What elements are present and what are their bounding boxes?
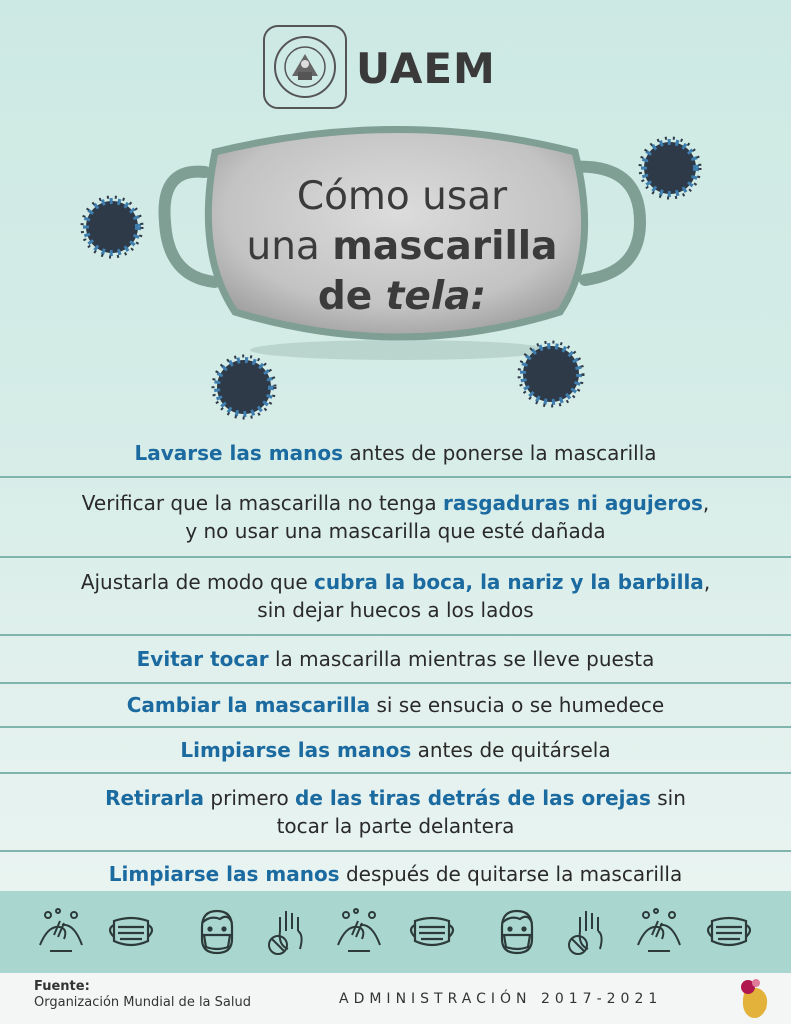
- header: [0, 14, 791, 114]
- instruction-item: [0, 478, 791, 558]
- instruction-highlight: Cambiar la mascarilla: [126, 693, 371, 717]
- instruction-text: ,: [703, 570, 711, 594]
- instruction-item: [0, 728, 791, 774]
- poster-title: [212, 172, 592, 322]
- hand-washing-icon: [34, 905, 88, 959]
- instruction-line: [30, 647, 761, 671]
- instruction-highlight: de las tiras detrás de las orejas: [295, 786, 651, 810]
- hand-washing-icon: [632, 905, 686, 959]
- footer: [0, 973, 791, 1024]
- virus-icon: [640, 138, 700, 198]
- administration-logo-icon: [730, 975, 778, 1023]
- brand-name: UAEM: [356, 44, 496, 93]
- mask-icon: [702, 905, 756, 959]
- instruction-highlight: rasgaduras ni agujeros: [442, 491, 703, 515]
- title-line-3: de tela:: [317, 274, 487, 319]
- instruction-highlight: Evitar tocar: [136, 647, 269, 671]
- instruction-line: sin dejar huecos a los lados: [257, 598, 534, 622]
- instruction-highlight: Lavarse las manos: [134, 441, 343, 465]
- instruction-highlight: Limpiarse las manos: [108, 862, 340, 886]
- no-touch-hand-icon: [564, 905, 618, 959]
- hand-washing-icon: [332, 905, 386, 959]
- instruction-line: [30, 693, 761, 717]
- instruction-item: [0, 684, 791, 728]
- instruction-line: [30, 441, 761, 465]
- instructions-list: [0, 430, 791, 896]
- source-label: Fuente:: [34, 979, 90, 994]
- instruction-line: [30, 570, 761, 594]
- instruction-item: [0, 558, 791, 636]
- instruction-item: [0, 430, 791, 478]
- instruction-line: tocar la parte delantera: [276, 814, 515, 838]
- virus-icon: [82, 197, 142, 257]
- title-line-2: una mascarilla: [246, 224, 558, 269]
- instruction-line: [30, 491, 761, 515]
- instruction-text: primero: [204, 786, 296, 810]
- source-value: Organización Mundial de la Salud: [34, 995, 251, 1010]
- no-touch-hand-icon: [264, 905, 318, 959]
- instruction-line: [30, 862, 761, 886]
- icon-bar: [0, 891, 791, 973]
- instruction-highlight: Limpiarse las manos: [180, 738, 412, 762]
- masked-face-icon: [490, 905, 544, 959]
- instruction-text: Ajustarla de modo que: [80, 570, 315, 594]
- instruction-text: Verificar que la mascarilla no tenga: [81, 491, 443, 515]
- mask-icon: [104, 905, 158, 959]
- instruction-text: después de quitarse la mascarilla: [339, 862, 683, 886]
- administration-text: ADMINISTRACIÓN 2017-2021: [339, 991, 663, 1007]
- masked-face-icon: [190, 905, 244, 959]
- instruction-text: la mascarilla mientras se lleve puesta: [268, 647, 655, 671]
- instruction-highlight: cubra la boca, la nariz y la barbilla: [314, 570, 704, 594]
- virus-icon: [213, 356, 275, 418]
- instruction-item: [0, 636, 791, 684]
- mask-icon: [405, 905, 459, 959]
- instruction-text: sin: [650, 786, 686, 810]
- instruction-highlight: Retirarla: [105, 786, 205, 810]
- instruction-text: si se ensucia o se humedece: [370, 693, 665, 717]
- instruction-text: antes de ponerse la mascarilla: [343, 441, 657, 465]
- instruction-text: antes de quitársela: [411, 738, 611, 762]
- title-line-1: Cómo usar: [296, 174, 508, 219]
- instruction-item: [0, 774, 791, 852]
- uaem-seal-icon: [262, 24, 348, 110]
- instruction-item: [0, 852, 791, 896]
- instruction-line: [30, 786, 761, 810]
- instruction-line: y no usar una mascarilla que esté dañada: [185, 519, 606, 543]
- instruction-text: ,: [702, 491, 710, 515]
- instruction-line: [30, 738, 761, 762]
- hero: [0, 112, 791, 432]
